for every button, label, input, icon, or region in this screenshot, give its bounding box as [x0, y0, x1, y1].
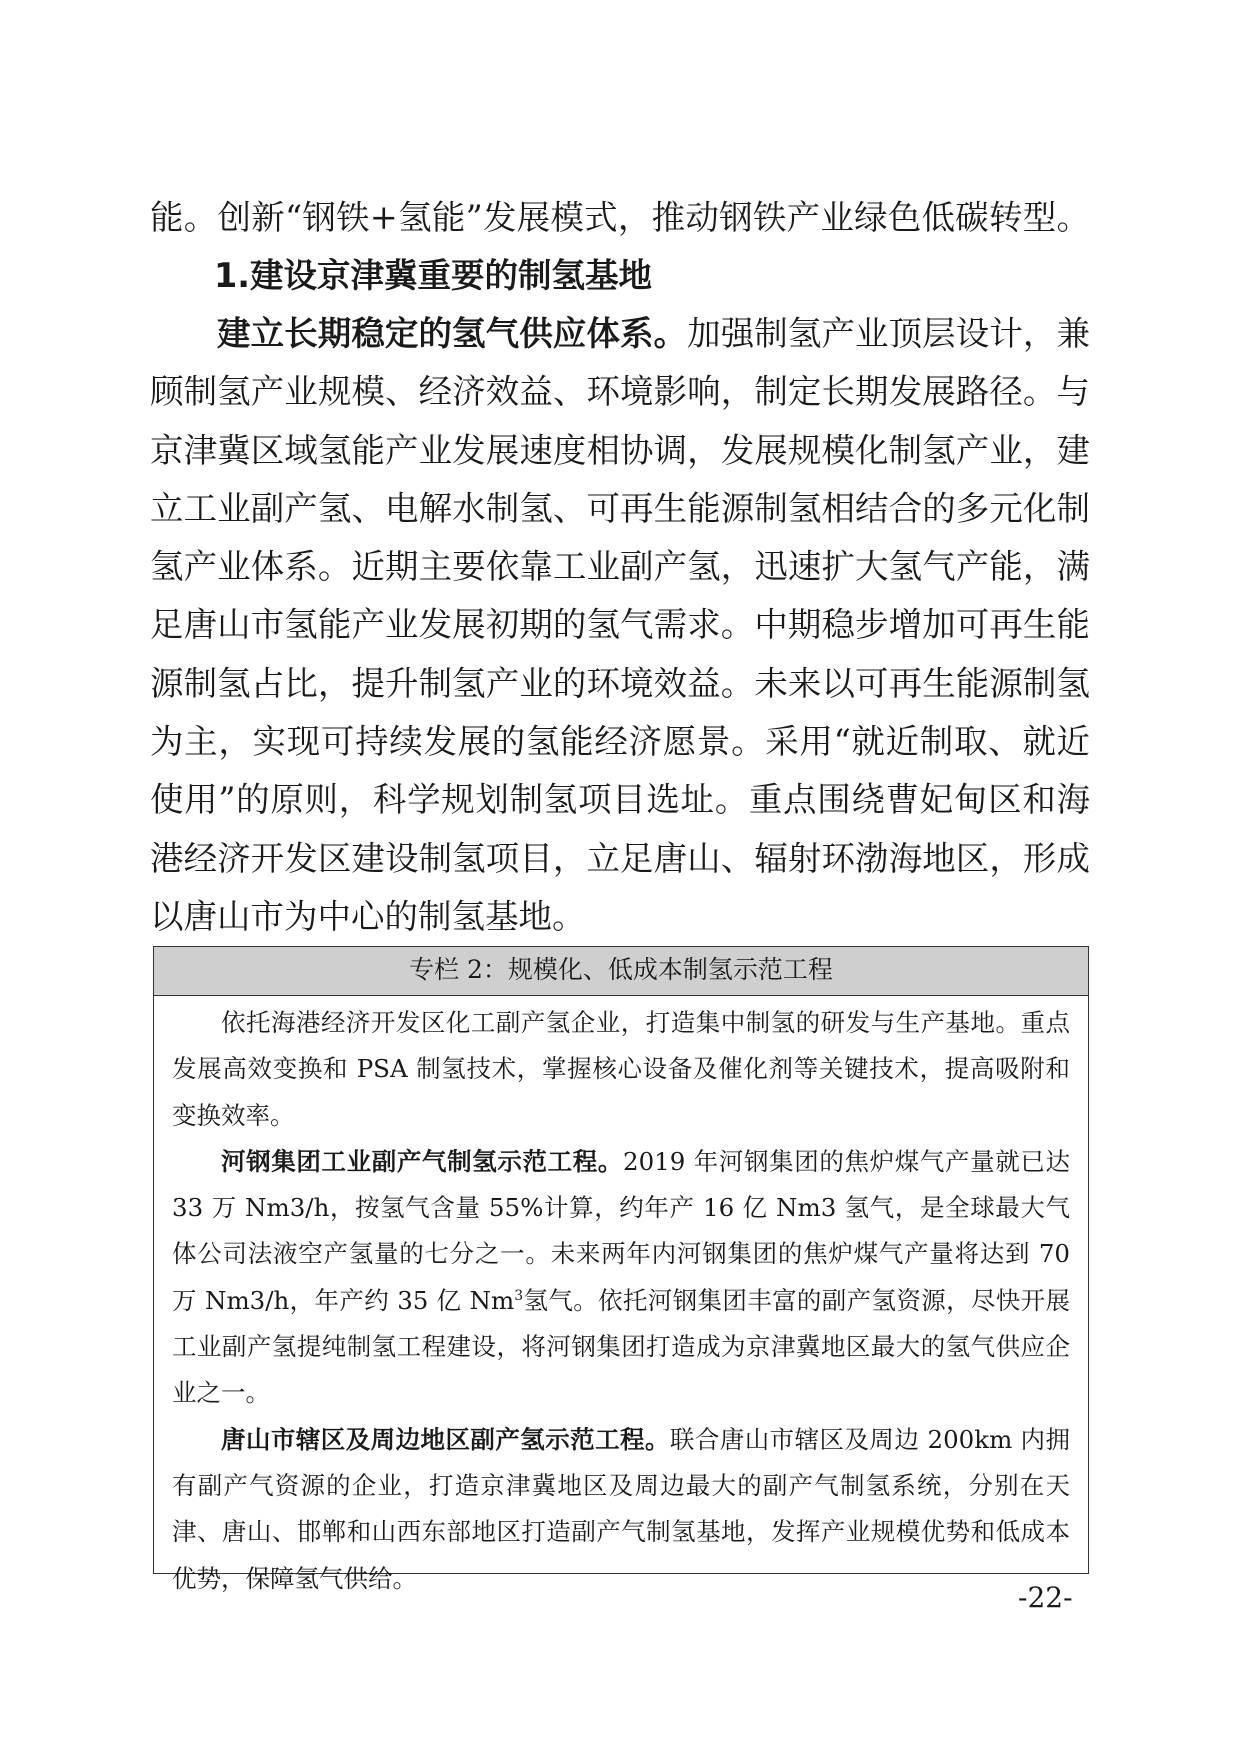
column-paragraph-3-lead: 唐山市辖区及周边地区副产氢示范工程。 [221, 1424, 670, 1454]
section-heading: 1.建设京津冀重要的制氢基地 [214, 256, 653, 295]
page-number: -22- [1018, 1581, 1073, 1614]
column-paragraph-2 [172, 1139, 1070, 1417]
column-box [153, 946, 1089, 1593]
intro-text: 能。创新“钢铁+氢能”发展模式，推动钢铁产业绿色低碳转型。 [150, 198, 1090, 237]
column-paragraph-2-text-a: 2019 年河钢集团的焦炉煤气产量就已达 33 万 Nm3/h，按氢气含量 55%计算，约年产 16 亿 Nm3 氢气，是全球最大气体公司法液空产氢量的七分之一。未来两年内河钢集团的焦炉煤气产量将达到 70 万 Nm3/h，年产约 35 亿 Nm [172, 1146, 1071, 1315]
column-box-body [154, 996, 1088, 1602]
column-paragraph-2-lead: 河钢集团工业副产气制氢示范工程。 [221, 1146, 623, 1176]
column-paragraph-1: 依托海港经济开发区化工副产氢企业，打造集中制氢的研发与生产基地。重点发展高效变换和 PSA 制氢技术，掌握核心设备及催化剂等关键技术，提高吸附和变换效率。 [172, 1008, 1070, 1130]
main-paragraph-lead: 建立长期稳定的氢气供应体系。 [217, 314, 688, 353]
intro-line [150, 189, 1090, 247]
column-box-title: 专栏 2：规模化、低成本制氢示范工程 [154, 947, 1088, 996]
main-paragraph [150, 305, 1090, 946]
superscript-3: 3 [514, 1287, 524, 1304]
column-paragraph-3-text: 联合唐山市辖区及周边 200km 内拥有副产气资源的企业，打造京津冀地区及周边最大的副产气制氢系统，分别在天津、唐山、邯郸和山西东部地区打造副产气制氢基地，发挥产业规模优势和低成本优势，保障氢气供给。 [172, 1424, 1070, 1593]
column-paragraph-3 [172, 1417, 1070, 1602]
main-paragraph-text: 加强制氢产业顶层设计，兼顾制氢产业规模、经济效益、环境影响，制定长期发展路径。与京津冀区域氢能产业发展速度相协调，发展规模化制氢产业，建立工业副产氢、电解水制氢、可再生能源制氢相结合的多元化制氢产业体系。近期主要依靠工业副产氢，迅速扩大氢气产能，满足唐山市氢能产业发展初期的氢气需求。中期稳步增加可再生能源制氢占比，提升制氢产业的环境效益。未来以可再生能源制氢为主，实现可持续发展的氢能经济愿景。采用“就近制取、就近使用”的原则，科学规划制氢项目选址。重点围绕曹妃甸区和海港经济开发区建设制氢项目，立足唐山、辐射环渤海地区，形成以唐山市为中心的制氢基地。 [150, 314, 1091, 936]
column-paragraph-2-text-b: 氢气。依托河钢集团丰富的副产氢资源，尽快开展工业副产氢提纯制氢工程建设，将河钢集团打造成为京津冀地区最大的氢气供应企业之一。 [172, 1285, 1070, 1408]
